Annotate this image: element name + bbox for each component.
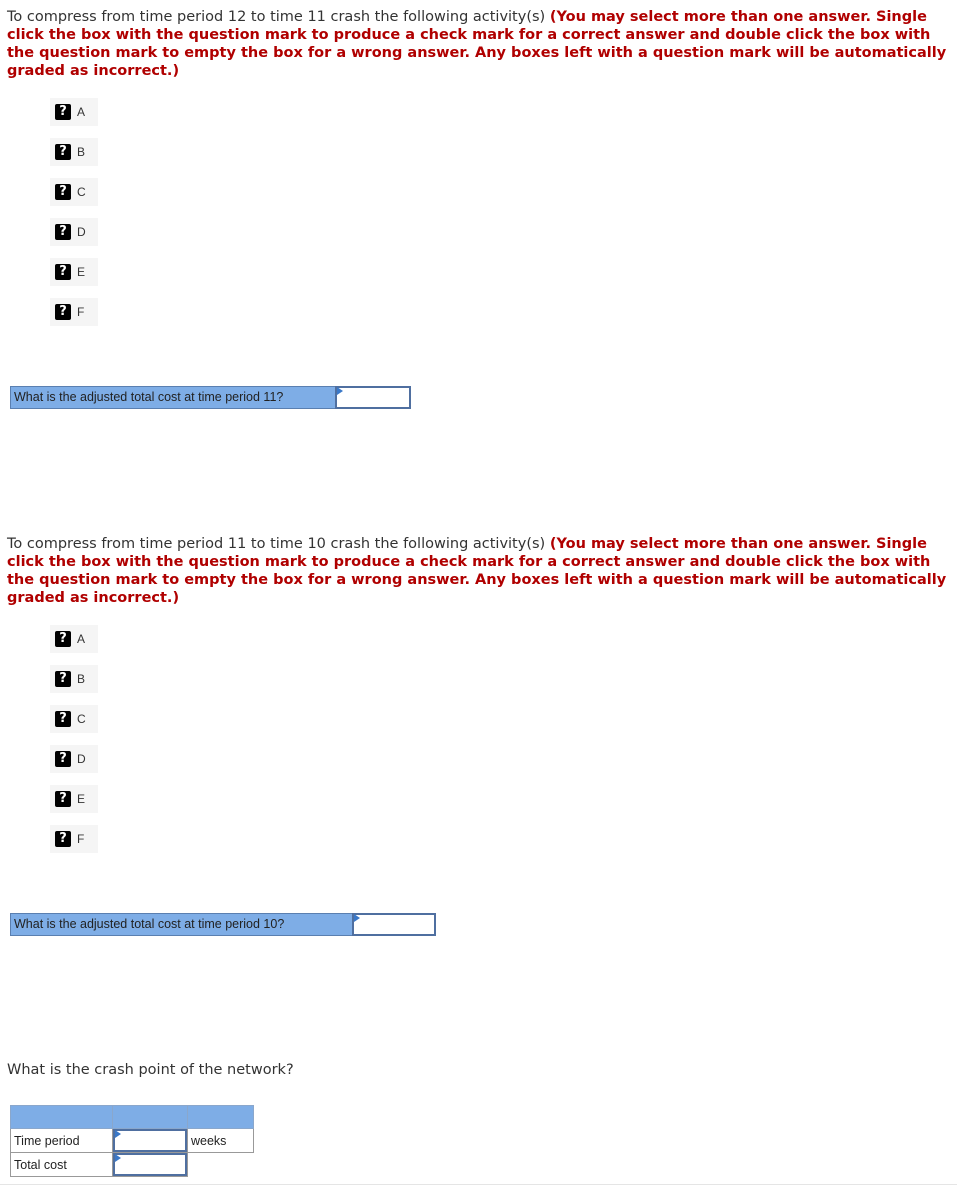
question-mark-box-icon[interactable]: ?	[55, 304, 71, 320]
option-label: B	[77, 672, 86, 686]
q2-option-e[interactable]	[50, 785, 98, 813]
option-label: D	[77, 752, 86, 766]
crash-point-question: What is the crash point of the network?	[7, 1062, 294, 1078]
question-1-instruction: (You may select more than one answer. Single click the box with the question mark to produce a check mark for a correct answer and double click the box with the question mark to empty the box for a wrong answer. Any boxes left with a question mark will be automatically graded as incorrect.)	[7, 9, 947, 79]
q1-cost-input-wrap	[335, 386, 411, 409]
total-cost-input-cell	[113, 1153, 188, 1177]
q1-cost-label: What is the adjusted total cost at time period 11?	[10, 386, 335, 409]
q1-option-c[interactable]	[50, 178, 98, 206]
option-label: A	[77, 632, 86, 646]
question-2-prompt: To compress from time period 11 to time 10 crash the following activity(s)	[7, 536, 550, 552]
question-mark-box-icon[interactable]: ?	[55, 631, 71, 647]
question-mark-box-icon[interactable]: ?	[55, 671, 71, 687]
table-row	[11, 1153, 254, 1177]
option-label: A	[77, 105, 86, 119]
divider	[0, 1184, 957, 1185]
option-label: C	[77, 712, 86, 726]
question-mark-box-icon[interactable]: ?	[55, 144, 71, 160]
option-label: C	[77, 185, 86, 199]
question-mark-box-icon[interactable]: ?	[55, 791, 71, 807]
table-header-cell	[188, 1106, 254, 1129]
option-label: F	[77, 832, 85, 846]
option-label: E	[77, 792, 86, 806]
q2-option-c[interactable]	[50, 705, 98, 733]
q1-option-f[interactable]	[50, 298, 98, 326]
option-label: D	[77, 225, 86, 239]
q2-option-f[interactable]	[50, 825, 98, 853]
table-row	[11, 1129, 254, 1153]
q1-option-b[interactable]	[50, 138, 98, 166]
table-header-cell	[11, 1106, 113, 1129]
q1-option-e[interactable]	[50, 258, 98, 286]
q1-cost-row	[10, 386, 411, 409]
question-mark-box-icon[interactable]: ?	[55, 264, 71, 280]
q2-option-b[interactable]	[50, 665, 98, 693]
question-mark-box-icon[interactable]: ?	[55, 711, 71, 727]
question-1-prompt: To compress from time period 12 to time 11 crash the following activity(s)	[7, 9, 550, 25]
unit-weeks: weeks	[188, 1129, 254, 1153]
time-period-input[interactable]	[113, 1129, 187, 1152]
question-mark-box-icon[interactable]: ?	[55, 751, 71, 767]
q2-cost-row	[10, 913, 436, 936]
option-label: E	[77, 265, 86, 279]
q1-option-a[interactable]	[50, 98, 98, 126]
question-2-text	[7, 535, 947, 607]
q2-option-d[interactable]	[50, 745, 98, 773]
q2-option-a[interactable]	[50, 625, 98, 653]
option-label: F	[77, 305, 85, 319]
q2-cost-input-wrap	[352, 913, 436, 936]
time-period-input-cell	[113, 1129, 188, 1153]
question-mark-box-icon[interactable]: ?	[55, 104, 71, 120]
empty-cell	[188, 1153, 254, 1177]
question-mark-box-icon[interactable]: ?	[55, 831, 71, 847]
question-mark-box-icon[interactable]: ?	[55, 184, 71, 200]
total-cost-input[interactable]	[113, 1153, 187, 1176]
question-mark-box-icon[interactable]: ?	[55, 224, 71, 240]
q2-cost-label: What is the adjusted total cost at time period 10?	[10, 913, 352, 936]
crash-point-table	[10, 1105, 254, 1177]
table-header-cell	[113, 1106, 188, 1129]
question-1-text	[7, 8, 947, 80]
row-label-total-cost: Total cost	[11, 1153, 113, 1177]
row-label-time-period: Time period	[11, 1129, 113, 1153]
q1-cost-input[interactable]	[335, 386, 411, 409]
q1-option-d[interactable]	[50, 218, 98, 246]
option-label: B	[77, 145, 86, 159]
q2-cost-input[interactable]	[352, 913, 436, 936]
table-header-row	[11, 1106, 254, 1129]
question-2-instruction: (You may select more than one answer. Single click the box with the question mark to produce a check mark for a correct answer and double click the box with the question mark to empty the box for a wrong answer. Any boxes left with a question mark will be automatically graded as incorrect.)	[7, 536, 947, 606]
